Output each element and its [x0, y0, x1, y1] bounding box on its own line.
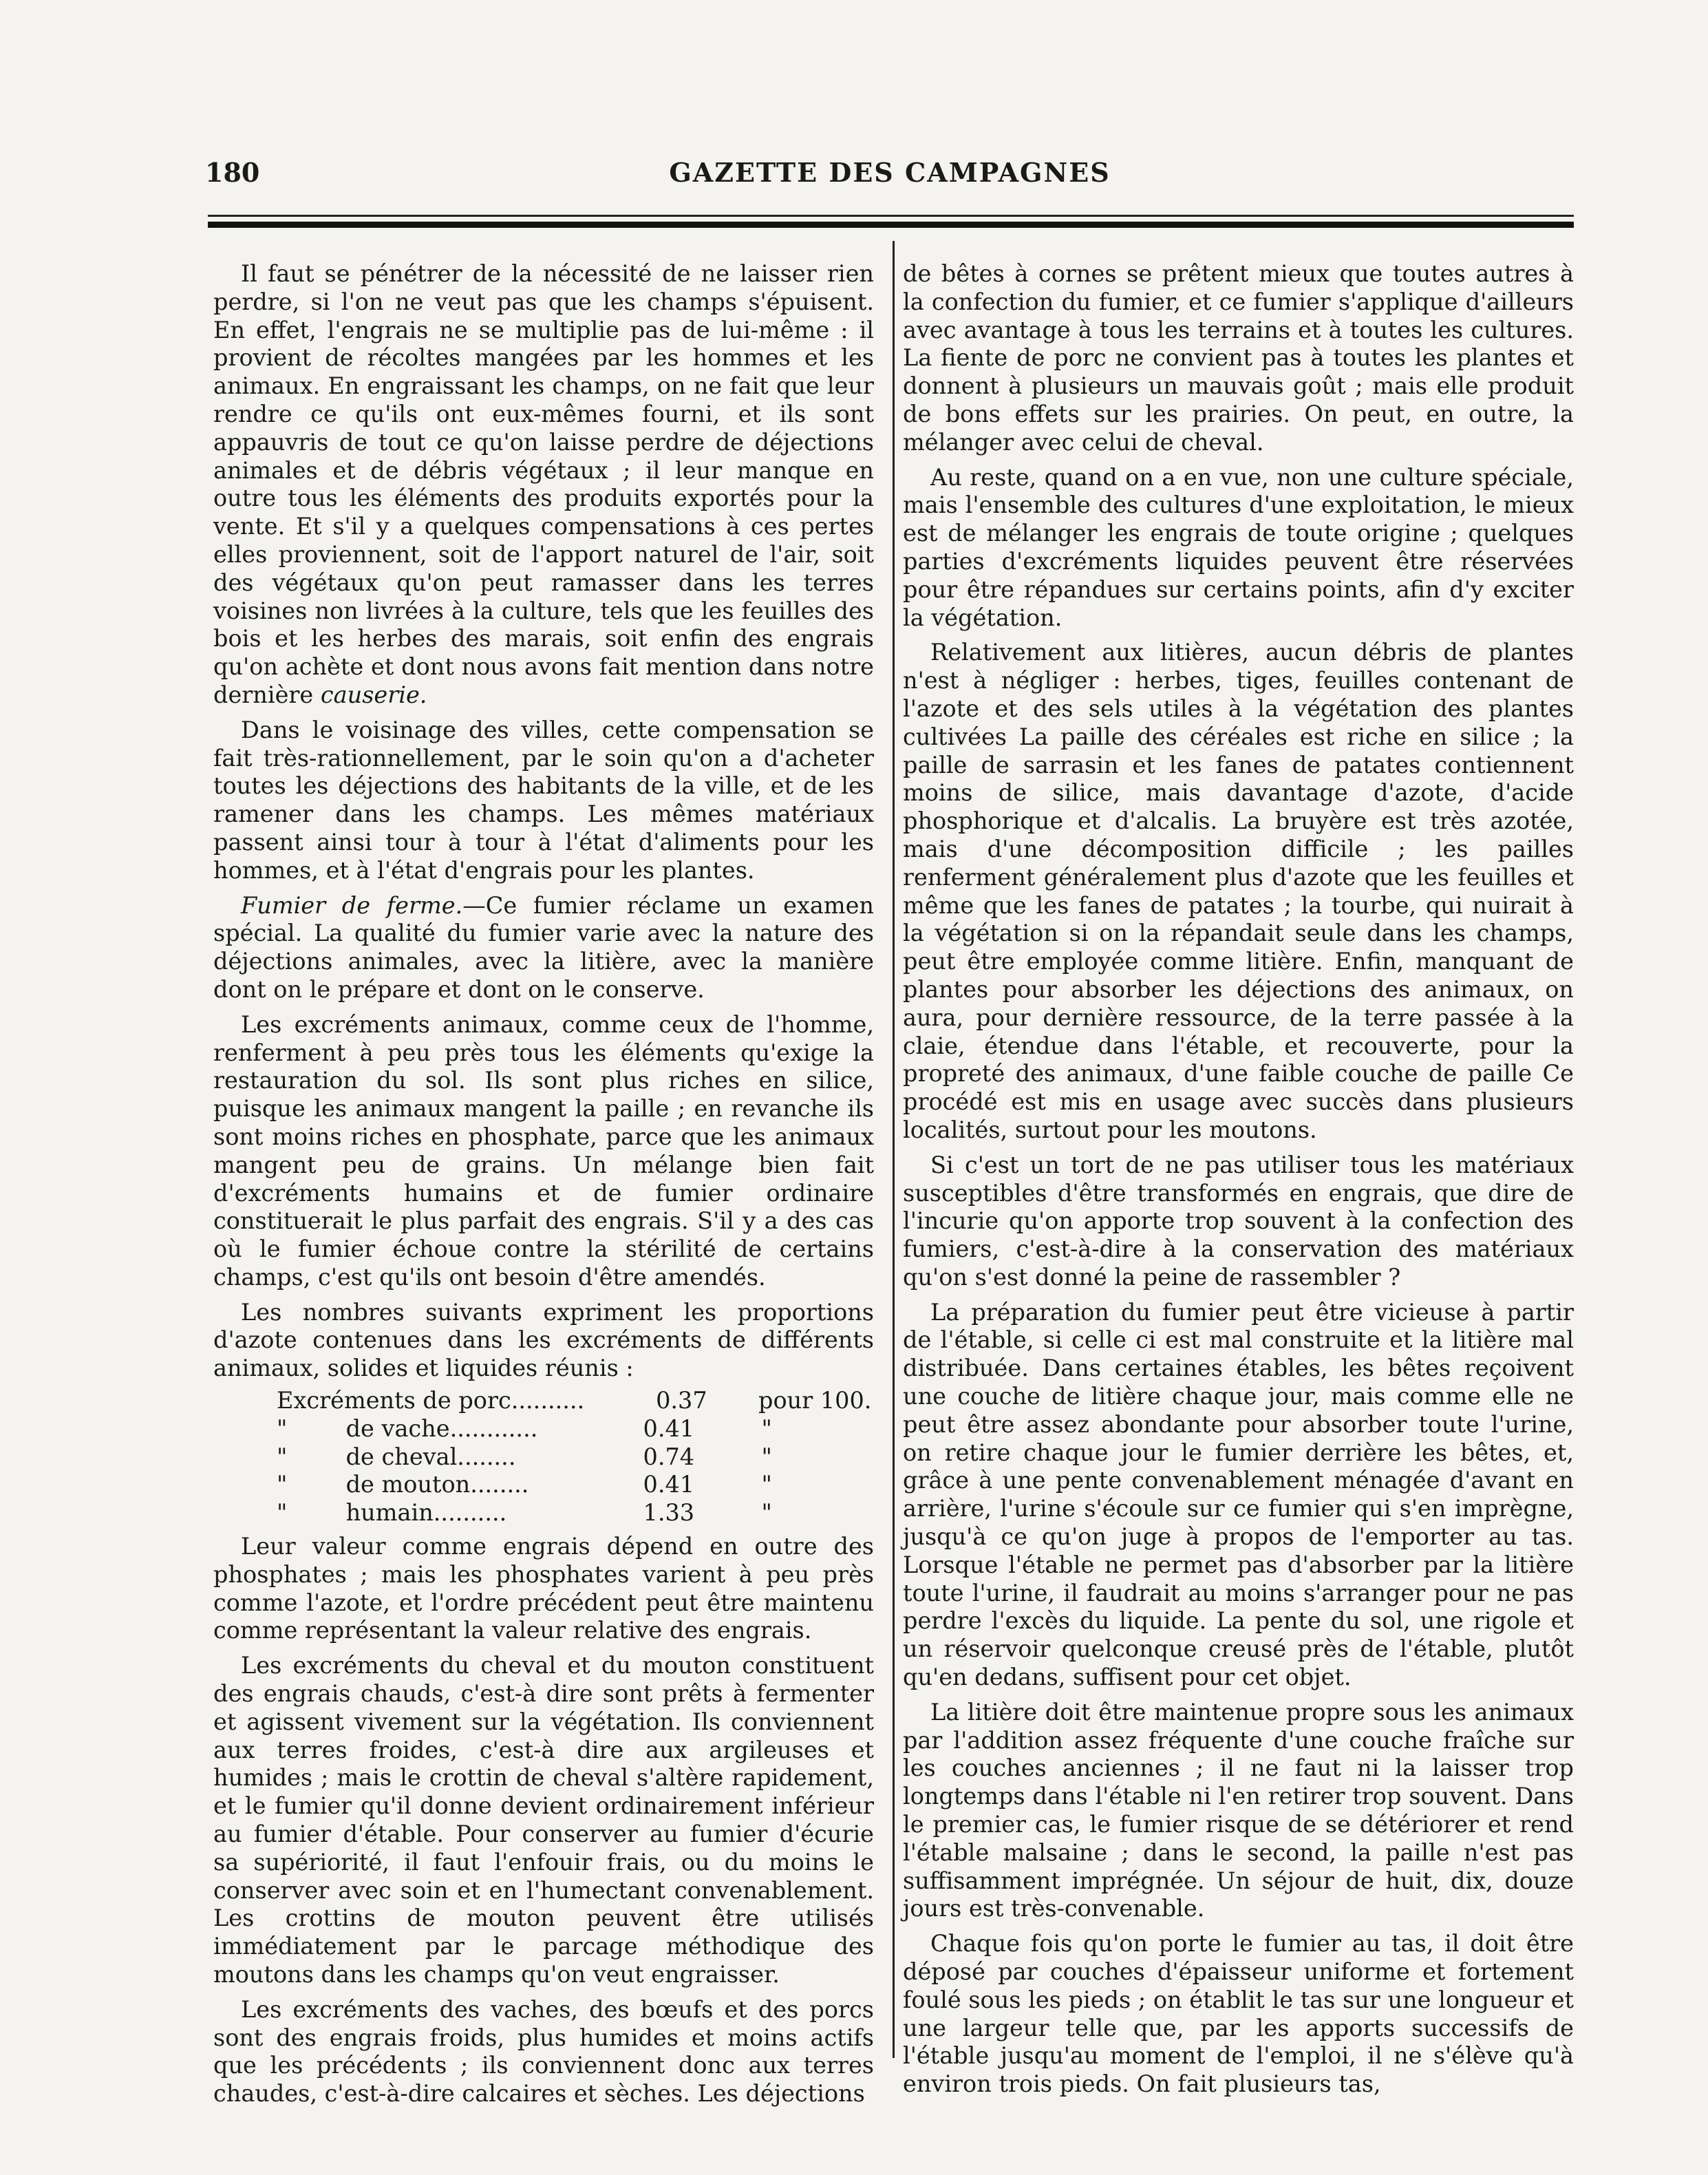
table-row: " de vache............ 0.41 ": [277, 1414, 772, 1442]
paragraph: Relativement aux litières, aucun débris de plantes n'est à négliger : herbes, tiges, feuilles contenant de l'azote et des sels utiles à la végétation des plantes cultivées La paille des céréales est riche en silice ; la paille de sarrasin et les fanes de patates contiennent moins de silice, mais davantage d'azote, d'acide phosphorique et d'alcalis. La bruyère est très azotée, mais d'une décomposition difficile ; les pailles renferment généralement plus d'azote que les feuilles et même que les fanes de patates ; la tourbe, qui nuirait à la végétation si on la répandait seule dans les champs, peut être employée comme litière. Enfin, manquant de plantes pour absorber les déjections des animaux, on aura, pour dernière ressource, de la terre passée à la claie, étendue dans l'étable, et recouverte, pour la propreté des animaux, d'une faible couche de paille Ce procédé est mis en usage avec succès dans plusieurs localités, surtout pour les moutons.: [903, 639, 1574, 1143]
paragraph: La litière doit être maintenue propre sous les animaux par l'addition assez fréquente d'une couche fraîche sur les couches anciennes ; il ne faut ni la laisser trop longtemps dans l'étable ni l'en retirer trop souvent. Dans le premier cas, le fumier risque de se détériorer et rend l'étable malsaine ; dans le second, la paille n'est pas suffisamment imprégnée. Un séjour de huit, dix, douze jours est très-convenable.: [903, 1698, 1574, 1922]
right-column: [903, 260, 1574, 2099]
header-rule-thin: [208, 215, 1574, 217]
page-number: 180: [205, 157, 260, 188]
paragraph: Les nombres suivants expriment les proportions d'azote contenues dans les excréments de différents animaux, solides et liquides réunis :: [213, 1298, 874, 1382]
paragraph: Chaque fois qu'on porte le fumier au tas, il doit être déposé par couches d'épaisseur uniforme et fortement foulé sous les pieds ; on établit le tas sur une longueur et une largeur telle que, par les apports successifs de l'étable jusqu'au moment de l'emploi, il ne s'élève qu'à environ trois pieds. On fait plusieurs tas,: [903, 1930, 1574, 2098]
paragraph: Fumier de ferme.—Ce fumier réclame un examen spécial. La qualité du fumier varie avec la nature des déjections animales, avec la litière, avec la manière dont on le prépare et dont on le conserve.: [213, 891, 875, 1003]
paragraph: Les excréments du cheval et du mouton constituent des engrais chauds, c'est-à dire sont prêts à fermenter et agissent vivement sur la végétation. Ils conviennent aux terres froides, c'est-à dire aux argileuses et humides ; mais le crottin de cheval s'altère rapidement, et le fumier qu'il donne devient ordinairement inférieur au fumier d'étable. Pour conserver au fumier d'écurie sa supériorité, il faut l'enfouir frais, ou du moins le conserver avec soin et en l'humectant convenablement. Les crottins de mouton peuvent être utilisés immédiatement par le parcage méthodique des moutons dans les champs qu'on veut engraisser.: [213, 1652, 874, 1988]
journal-title: GAZETTE DES CAMPAGNES: [669, 157, 1111, 188]
paragraph: de bêtes à cornes se prêtent mieux que toutes autres à la confection du fumier, et ce fumier s'applique d'ailleurs avec avantage à tous les terrains et à toutes les cultures. La fiente de porc ne convient pas à toutes les plantes et donnent à plusieurs un mauvais goût ; mais elle produit de bons effets sur les prairies. On peut, en outre, la mélanger avec celui de cheval.: [903, 260, 1574, 456]
paragraph: La préparation du fumier peut être vicieuse à partir de l'étable, si celle ci est mal construite et la litière mal distribuée. Dans certaines étables, les bêtes reçoivent une couche de litière chaque jour, mais comme elle ne peut être assez abondante pour absorber toute l'urine, on retire chaque jour le fumier derrière les bêtes, et, grâce à une pente convenablement ménagée d'avant en arrière, l'urine s'écoule sur ce fumier qui s'en imprègne, jusqu'à ce qu'on juge à propos de l'emporter au tas. Lorsque l'étable ne permet pas d'absorber par la litière toute l'urine, il faudrait au moins s'arranger pour ne pas perdre l'excès du liquide. La pente du sol, une rigole et un réservoir quelconque creusé près de l'étable, plutôt qu'en dedans, suffisent pour cet objet.: [903, 1298, 1574, 1691]
paragraph: Dans le voisinage des villes, cette compensation se fait très-rationnellement, par le soin qu'on a d'acheter toutes les déjections des habitants de la ville, et de les ramener dans les champs. Les mêmes matériaux passent ainsi tour à tour à l'état d'aliments pour les hommes, et à l'état d'engrais pour les plantes.: [213, 716, 874, 884]
table-row: " de mouton........ 0.41 ": [277, 1471, 772, 1498]
table-row: " humain.......... 1.33 ": [277, 1499, 772, 1527]
table-row: Excréments de porc.......... 0.37 pour 100.: [277, 1387, 872, 1414]
nitrogen-table: [277, 1387, 872, 1527]
paragraph: Leur valeur comme engrais dépend en outre des phosphates ; mais les phosphates varient à peu près comme l'azote, et l'ordre précédent peut être maintenu comme représentant la valeur relative des engrais.: [213, 1533, 874, 1644]
table-row: " de cheval........ 0.74 ": [277, 1443, 772, 1470]
paragraph: Si c'est un tort de ne pas utiliser tous les matériaux susceptibles d'être transformés en engrais, que dire de l'incurie qu'on apporte trop souvent à la confection des fumiers, c'est-à-dire à la conservation des matériaux qu'on s'est donné la peine de rassembler ?: [903, 1151, 1574, 1291]
section-heading: Fumier de ferme.: [241, 891, 463, 919]
paragraph: Les excréments des vaches, des bœufs et des porcs sont des engrais froids, plus humides et moins actifs que les précédents ; ils conviennent donc aux terres chaudes, c'est-à-dire calcaires et sèches. Les déjections: [213, 1995, 874, 2108]
header-rule-thick: [208, 222, 1574, 228]
paragraph: Au reste, quand on a en vue, non une culture spéciale, mais l'ensemble des cultures d'une exploitation, le mieux est de mélanger les engrais de toute origine ; quelques parties d'excréments liquides peuvent être réservées pour être répandues sur certains points, afin d'y exciter la végétation.: [903, 463, 1574, 631]
paragraph: Les excréments animaux, comme ceux de l'homme, renferment à peu près tous les éléments qu'exige la restauration du sol. Ils sont plus riches en silice, puisque les animaux mangent la paille ; en revanche ils sont moins riches en phosphate, parce que les animaux mangent peu de grains. Un mélange bien fait d'excréments humains et de fumier ordinaire constituerait le plus parfait des engrais. S'il y a des cas où le fumier échoue contre la stérilité de certains champs, c'est qu'ils ont besoin d'être amendés.: [213, 1010, 874, 1291]
left-column: [213, 260, 874, 2108]
paragraph: Il faut se pénétrer de la nécessité de ne laisser rien perdre, si l'on ne veut pas que les champs s'épuisent. En effet, l'engrais ne se multiplie pas de lui-même : il provient de récoltes mangées par les hommes et les animaux. En engraissant les champs, on ne fait que leur rendre ce qu'ils ont eux-mêmes fourni, et ils sont appauvris de tout ce qu'on laisse perdre de déjections animales et de débris végétaux ; il leur manque en outre tous les éléments des produits exportés pour la vente. Et s'il y a quelques compensations à ces pertes elles proviennent, soit de l'apport naturel de l'air, soit des végétaux qu'on peut ramasser dans les terres voisines non livrées à la culture, tels que les feuilles des bois et les herbes des marais, soit enfin des engrais qu'on achète et dont nous avons fait mention dans notre dernière causerie.: [213, 260, 874, 708]
column-divider: [893, 241, 895, 2058]
page-header: [205, 157, 1574, 198]
